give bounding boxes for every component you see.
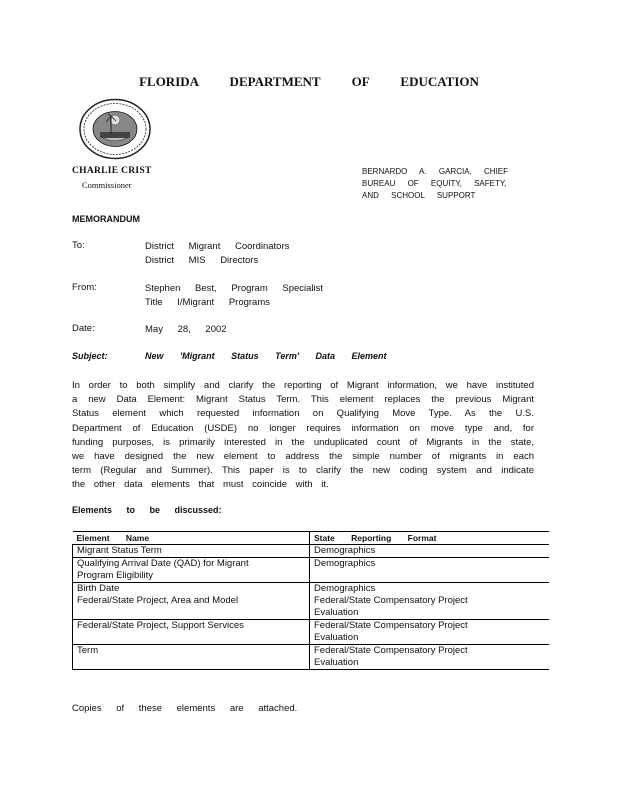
element-line: Program Eligibility [77,570,154,581]
format-cell [310,645,550,670]
format-cell [310,558,550,583]
commissioner-name: CHARLIE CRIST [72,166,152,176]
table-row [73,545,550,558]
to-label: To: [72,240,85,251]
bureau-chief-block [362,166,508,202]
element-line: Federal/State Project, Area and Model [77,595,239,606]
element-line: Birth Date [77,583,120,594]
element-cell [73,545,310,558]
format-cell [310,620,550,645]
bureau-line-3: AND SCHOOL SUPPORT [362,191,476,200]
subject-label: Subject: [72,351,108,361]
element-line: Federal/State Project, Support Services [77,620,244,631]
elements-heading: Elements to be discussed: [72,505,222,515]
format-line: Evaluation [314,657,359,668]
commissioner-title: Commissioner [82,180,132,190]
date-label: Date: [72,323,95,334]
state-seal-icon [78,98,152,160]
body-paragraph: In order to both simplify and clarify the reporting of Migrant information, we have instituted a new Data Element: Migrant Status Term. This element replaces the previous Migrant Status element which requested information on Qualifying Move Type. As the U.S. Department of Education (USDE) no longer requires information on move type and, for funding purposes, is primarily interested in the unduplicated count of Migrants in the state, we have designed the new element to address the simple number of migrants in each term (Regular and Summer). This paper is to clarify the new coding system and indicate the other data elements that must coincide with it. [72,380,534,491]
element-name-header: Element Name [73,532,310,545]
element-cell [73,583,310,620]
format-line: Evaluation [314,632,359,643]
format-cell [310,583,550,620]
bureau-line-2: BUREAU OF EQUITY, SAFETY, [362,179,507,188]
subject-value: New 'Migrant Status Term' Data Element [145,351,387,361]
element-line: Qualifying Arrival Date (QAD) for Migrant [77,558,249,569]
to-line-2: District MIS Directors [145,255,259,266]
table-row [73,558,550,583]
element-cell [73,620,310,645]
date-value: May 28, 2002 [145,324,227,335]
format-line: Federal/State Compensatory Project [314,620,468,631]
format-line: Federal/State Compensatory Project [314,645,468,656]
element-cell [73,558,310,583]
to-recipients [145,240,289,268]
table-header-row [73,532,550,545]
format-cell [310,545,550,558]
format-line: Evaluation [314,607,359,618]
reporting-format-header: State Reporting Format [310,532,550,545]
element-line: Migrant Status Term [77,545,162,556]
from-line-1: Stephen Best, Program Specialist [145,283,324,294]
table-row [73,583,550,620]
bureau-chief-name: BERNARDO A. GARCIA, CHIEF [362,167,509,176]
from-line-2: Title I/Migrant Programs [145,297,271,308]
format-line: Demographics [314,545,376,556]
table-row [73,620,550,645]
table-row [73,645,550,670]
from-sender [145,282,323,310]
format-line: Federal/State Compensatory Project [314,595,468,606]
format-line: Demographics [314,558,376,569]
element-line: Term [77,645,99,656]
elements-table [72,531,549,670]
letterhead-title: FLORIDA DEPARTMENT OF EDUCATION [139,74,479,89]
format-line: Demographics [314,583,376,594]
from-label: From: [72,282,97,293]
element-cell [73,645,310,670]
closing-note: Copies of these elements are attached. [72,703,298,714]
memorandum-label: MEMORANDUM [72,214,140,224]
to-line-1: District Migrant Coordinators [145,241,290,252]
